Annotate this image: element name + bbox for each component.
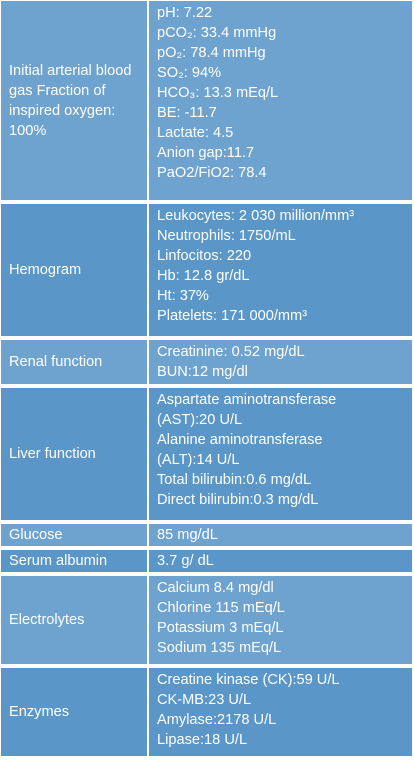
lab-results-table bbox=[1, 1, 412, 756]
row-label: Glucose bbox=[1, 524, 149, 546]
row-values bbox=[149, 668, 412, 756]
table-row bbox=[1, 550, 412, 572]
value-line: Sodium 135 mEq/L bbox=[157, 640, 282, 656]
value-line: Total bilirubin:0.6 mg/dL bbox=[157, 472, 312, 488]
value-line: SO₂: 94% bbox=[157, 65, 222, 81]
value-line: Calcium 8.4 mg/dl bbox=[157, 580, 274, 596]
table-row bbox=[1, 204, 412, 336]
value-line: Ht: 37% bbox=[157, 288, 209, 304]
value-line: Platelets: 171 000/mm³ bbox=[157, 308, 308, 324]
value-line: Amylase:2178 U/L bbox=[157, 712, 277, 728]
value-line: pCO₂: 33.4 mmHg bbox=[157, 25, 277, 41]
row-values bbox=[149, 340, 412, 384]
value-line: pO₂: 78.4 mmHg bbox=[157, 45, 266, 61]
value-line: Hb: 12.8 gr/dL bbox=[157, 268, 250, 284]
value-line: (AST):20 U/L bbox=[157, 412, 243, 428]
row-values bbox=[149, 388, 412, 520]
table-row bbox=[1, 524, 412, 546]
value-line: BE: -11.7 bbox=[157, 105, 217, 121]
row-values bbox=[149, 1, 412, 200]
value-line: Linfocitos: 220 bbox=[157, 248, 252, 264]
value-line: Creatine kinase (CK):59 U/L bbox=[157, 672, 340, 688]
value-line: BUN:12 mg/dl bbox=[157, 364, 248, 380]
value-line: Potassium 3 mEq/L bbox=[157, 620, 284, 636]
value-line: Leukocytes: 2 030 million/mm³ bbox=[157, 208, 355, 224]
value-line: pH: 7.22 bbox=[157, 5, 213, 21]
row-values bbox=[149, 204, 412, 336]
row-label: Serum albumin bbox=[1, 550, 149, 572]
table-row bbox=[1, 388, 412, 520]
value-line: Alanine aminotransferase bbox=[157, 432, 323, 448]
value-line: 3.7 g/ dL bbox=[157, 553, 214, 569]
value-line: Lipase:18 U/L bbox=[157, 732, 248, 748]
value-line: Lactate: 4.5 bbox=[157, 125, 234, 141]
row-label: Enzymes bbox=[1, 668, 149, 756]
row-label: Renal function bbox=[1, 340, 149, 384]
value-line: Direct bilirubin:0.3 mg/dL bbox=[157, 492, 319, 508]
row-values bbox=[149, 576, 412, 664]
table-row bbox=[1, 340, 412, 384]
value-line: (ALT):14 U/L bbox=[157, 452, 240, 468]
value-line: HCO₃: 13.3 mEq/L bbox=[157, 85, 279, 101]
row-label: Initial arterial blood gas Fraction of inspired oxygen: 100% bbox=[1, 1, 149, 200]
value-line: Neutrophils: 1750/mL bbox=[157, 228, 296, 244]
value-line: Chlorine 115 mEq/L bbox=[157, 600, 285, 616]
value-line: PaO2/FiO2: 78.4 bbox=[157, 165, 267, 181]
row-label: Liver function bbox=[1, 388, 149, 520]
value-line: 85 mg/dL bbox=[157, 527, 218, 543]
value-line: CK-MB:23 U/L bbox=[157, 692, 252, 708]
row-label: Hemogram bbox=[1, 204, 149, 336]
row-values bbox=[149, 524, 412, 546]
table-row bbox=[1, 668, 412, 756]
table-row bbox=[1, 1, 412, 200]
row-values bbox=[149, 550, 412, 572]
value-line: Aspartate aminotransferase bbox=[157, 392, 337, 408]
row-label: Electrolytes bbox=[1, 576, 149, 664]
value-line: Creatinine: 0.52 mg/dL bbox=[157, 344, 305, 360]
table-row bbox=[1, 576, 412, 664]
value-line: Anion gap:11.7 bbox=[157, 145, 255, 161]
